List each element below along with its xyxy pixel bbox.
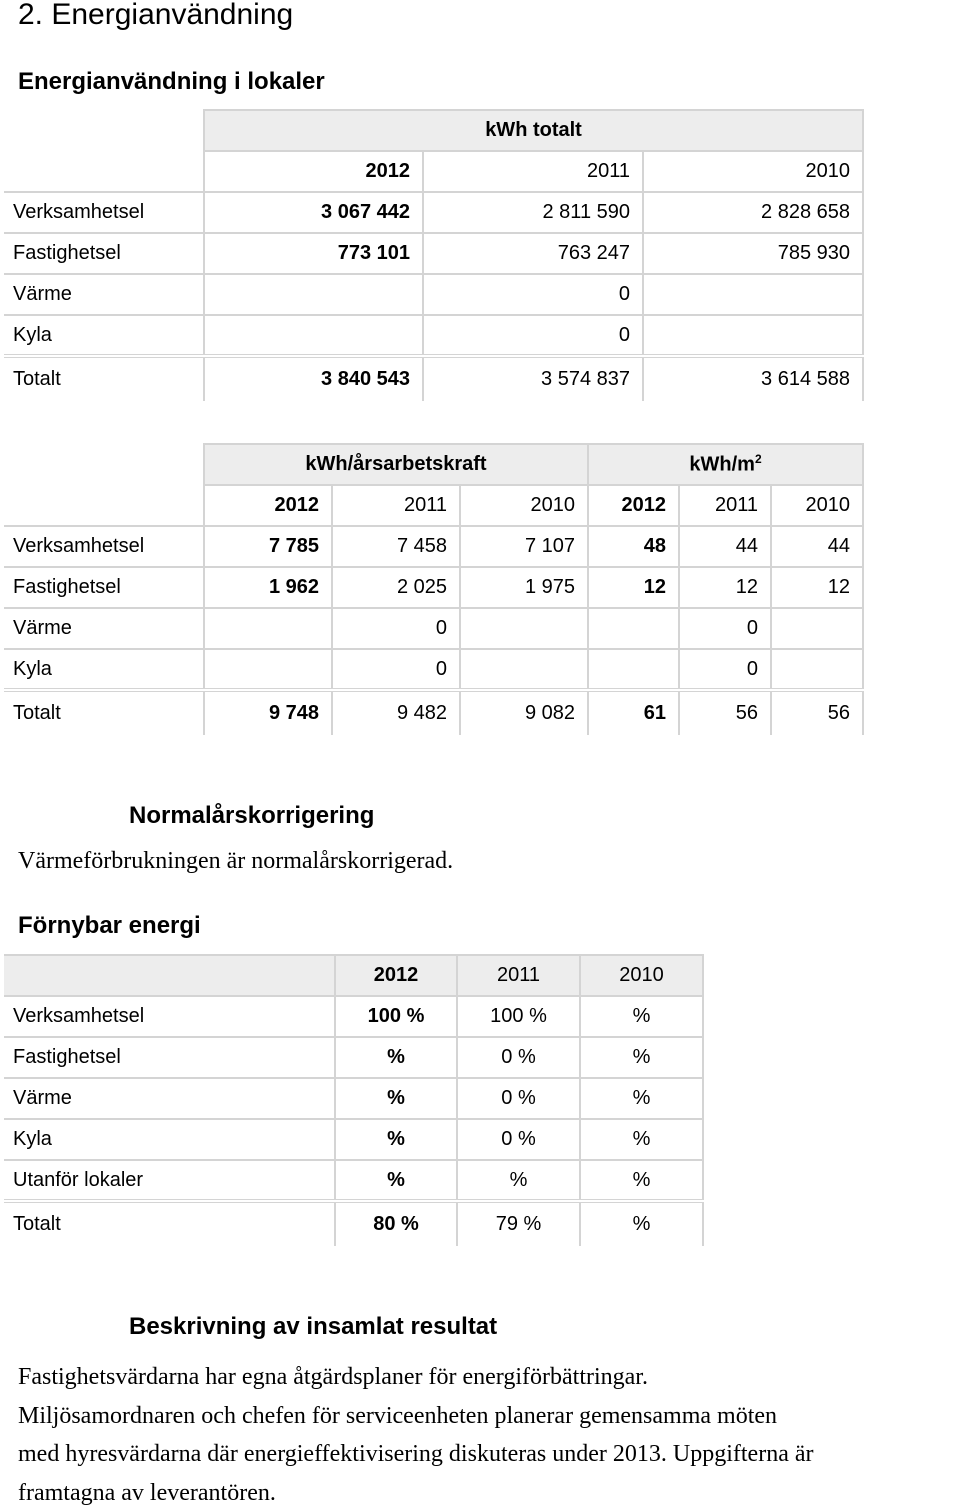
row-label: Kyla [4,315,204,356]
value-cell [204,274,423,315]
table-row [4,274,863,315]
value-cell: 2 025 [332,567,460,608]
value-cell: 7 785 [204,526,332,567]
value-cell: 785 930 [643,233,863,274]
kwh-per-m2-header: kWh/$m^2$ [588,444,863,485]
renewable-heading: Förnybar energi [18,912,201,940]
table-row [4,315,863,356]
value-cell: 56 [771,690,863,735]
value-cell [588,649,679,690]
value-cell [771,608,863,649]
row-label: Verksamhetsel [4,192,204,233]
value-cell: 763 247 [423,233,643,274]
value-cell: 56 [679,690,771,735]
row-label: Värme [4,274,204,315]
value-cell [460,608,588,649]
year-header: 2010 [580,955,703,996]
table-row [4,608,863,649]
value-cell: 9 482 [332,690,460,735]
section-title: 2. Energianvändning [18,0,293,32]
table-row [4,1119,703,1160]
kwh-per-fte-header: kWh/årsarbetskraft [204,444,588,485]
value-cell: 2 811 590 [423,192,643,233]
value-cell [588,608,679,649]
value-cell: 12 [771,567,863,608]
value-cell: 2 828 658 [643,192,863,233]
value-cell: 61 [588,690,679,735]
value-cell: 3 574 837 [423,356,643,401]
value-cell [643,274,863,315]
kwh-ratio-table [4,443,864,735]
kwh-total-table [4,109,864,401]
value-cell: 0 [332,649,460,690]
value-cell [204,315,423,356]
table-row [4,192,863,233]
total-row [4,1201,703,1246]
value-cell: 44 [771,526,863,567]
row-label: Värme [4,608,204,649]
value-cell: 3 067 442 [204,192,423,233]
table-row [4,649,863,690]
table-row [4,567,863,608]
row-label: Fastighetsel [4,567,204,608]
value-cell: % [580,1201,703,1246]
value-cell: % [335,1160,457,1201]
result-paragraph [18,1358,958,1512]
table-row [4,996,703,1037]
value-cell [204,649,332,690]
row-label: Fastighetsel [4,1037,335,1078]
value-cell: 773 101 [204,233,423,274]
normal-correction-text: Värmeförbrukningen är normalårskorrigerad. [18,842,453,881]
year-header: 2010 [643,151,863,192]
row-label: Verksamhetsel [4,526,204,567]
value-cell: 48 [588,526,679,567]
row-label: Utanför lokaler [4,1160,335,1201]
value-cell: 7 458 [332,526,460,567]
row-label: Värme [4,1078,335,1119]
value-cell: % [335,1119,457,1160]
total-row [4,356,863,401]
normal-correction-heading: Normalårskorrigering [129,802,374,830]
value-cell: 3 840 543 [204,356,423,401]
value-cell: 0 [679,608,771,649]
value-cell: 9 748 [204,690,332,735]
row-label: Fastighetsel [4,233,204,274]
table-row [4,1160,703,1201]
renewable-table [4,954,704,1246]
result-line: framtagna av leverantören. [18,1474,958,1512]
row-label: Totalt [4,1201,335,1246]
year-header: 2012 [204,485,332,526]
value-cell: 0 [679,649,771,690]
result-line: med hyresvärdarna där energieffektivisering diskuteras under 2013. Uppgifterna är [18,1435,958,1474]
year-header: 2011 [332,485,460,526]
row-label: Verksamhetsel [4,996,335,1037]
value-cell: 9 082 [460,690,588,735]
corner-cell [4,955,335,996]
corner-cell [4,444,204,485]
year-header: 2011 [423,151,643,192]
value-cell: % [457,1160,580,1201]
value-cell: 0 [423,274,643,315]
year-header: 2010 [771,485,863,526]
value-cell: 1 962 [204,567,332,608]
value-cell: 79 % [457,1201,580,1246]
value-cell: % [580,996,703,1037]
table-row [4,233,863,274]
value-cell: 44 [679,526,771,567]
value-cell [643,315,863,356]
year-header: 2011 [679,485,771,526]
value-cell: % [580,1078,703,1119]
row-label: Kyla [4,649,204,690]
value-cell [460,649,588,690]
table-row [4,1037,703,1078]
value-cell: % [335,1078,457,1119]
corner-cell [4,151,204,192]
result-line: Miljösamordnaren och chefen för serviceenheten planerar gemensamma möten [18,1397,958,1436]
year-header: 2012 [204,151,423,192]
value-cell: 0 % [457,1078,580,1119]
value-cell: 0 [423,315,643,356]
result-line: Fastighetsvärdarna har egna åtgärdsplaner för energiförbättringar. [18,1358,958,1397]
corner-cell [4,110,204,151]
table-row [4,1078,703,1119]
value-cell: 3 614 588 [643,356,863,401]
value-cell: 1 975 [460,567,588,608]
value-cell: % [580,1119,703,1160]
value-cell: 100 % [335,996,457,1037]
year-header: 2012 [335,955,457,996]
corner-cell [4,485,204,526]
value-cell: 80 % [335,1201,457,1246]
value-cell: 100 % [457,996,580,1037]
value-cell: 0 % [457,1037,580,1078]
value-cell: 7 107 [460,526,588,567]
value-cell: 0 % [457,1119,580,1160]
value-cell: % [580,1037,703,1078]
value-cell: 12 [588,567,679,608]
row-label: Totalt [4,356,204,401]
value-cell [771,649,863,690]
value-cell: % [580,1160,703,1201]
kwh-total-header: kWh totalt [204,110,863,151]
row-label: Kyla [4,1119,335,1160]
table-row [4,526,863,567]
year-header: 2011 [457,955,580,996]
value-cell: 12 [679,567,771,608]
value-cell: % [335,1037,457,1078]
row-label: Totalt [4,690,204,735]
total-row [4,690,863,735]
value-cell: 0 [332,608,460,649]
year-header: 2010 [460,485,588,526]
value-cell [204,608,332,649]
subsection-title: Energianvändning i lokaler [18,68,325,96]
result-heading: Beskrivning av insamlat resultat [129,1313,497,1341]
year-header: 2012 [588,485,679,526]
